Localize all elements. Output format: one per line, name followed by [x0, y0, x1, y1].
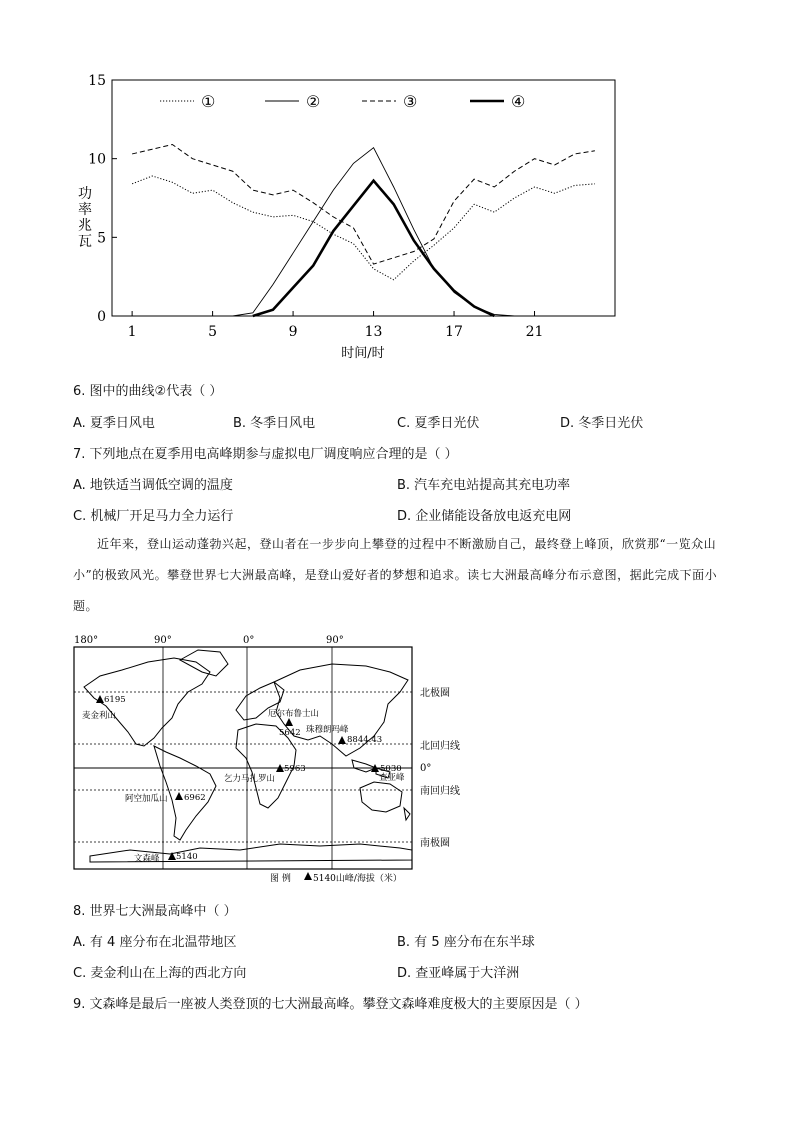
lat-label-capricorn: 南回归线 — [420, 786, 460, 797]
lon-label-180: 180° — [74, 635, 99, 646]
x-tick-label: 5 — [208, 324, 218, 340]
lat-label-arctic: 北极圈 — [420, 688, 450, 699]
q6-option-a[interactable]: A. 夏季日风电 — [73, 416, 155, 431]
svg-text:6195: 6195 — [104, 695, 126, 705]
lat-label-cancer: 北回归线 — [420, 741, 460, 752]
svg-text:查亚峰: 查亚峰 — [379, 773, 405, 783]
q6-option-b[interactable]: B. 冬季日风电 — [233, 416, 316, 431]
q7-option-d[interactable]: D. 企业储能设备放电返充电网 — [397, 509, 572, 524]
x-axis-label: 时间/时 — [341, 346, 385, 361]
svg-text:5963: 5963 — [284, 764, 306, 774]
power-line-chart — [60, 70, 640, 370]
lat-label-antarctic: 南极圈 — [420, 838, 450, 849]
x-tick-label: 9 — [288, 324, 298, 340]
series-line-3 — [132, 145, 595, 265]
svg-text:5140: 5140 — [176, 852, 198, 862]
legend-label-2: ② — [306, 92, 321, 111]
q8-option-a[interactable]: A. 有 4 座分布在北温带地区 — [73, 935, 237, 950]
svg-text:5140山峰/海拔（米）: 5140山峰/海拔（米） — [313, 874, 402, 884]
svg-text:珠穆朗玛峰: 珠穆朗玛峰 — [306, 725, 349, 735]
y-tick-label: 0 — [97, 309, 106, 325]
q9-stem: 9. 文森峰是最后一座被人类登顶的七大洲最高峰。攀登文森峰难度极大的主要原因是（ ） — [73, 997, 588, 1012]
lon-label-90w: 90° — [154, 635, 172, 646]
q6-option-d[interactable]: D. 冬季日光伏 — [560, 416, 644, 431]
q6-option-c[interactable]: C. 夏季日光伏 — [397, 416, 480, 431]
lon-label-0: 0° — [243, 635, 255, 646]
plot-frame — [112, 80, 615, 316]
map-frame — [74, 647, 412, 869]
q8-stem: 8. 世界七大洲最高峰中（ ） — [73, 904, 237, 919]
y-tick-label: 15 — [88, 73, 106, 89]
map-legend — [270, 872, 402, 884]
svg-text:阿空加瓜山: 阿空加瓜山 — [125, 794, 168, 804]
q7-option-b[interactable]: B. 汽车充电站提高其充电功率 — [397, 478, 571, 493]
q7-stem: 7. 下列地点在夏季用电高峰期参与虚拟电厂调度响应合理的是（ ） — [73, 447, 458, 462]
svg-text:6962: 6962 — [184, 793, 206, 803]
legend-label-4: ④ — [511, 92, 526, 111]
world-peaks-map — [70, 632, 465, 884]
reading-passage: 近年来，登山运动蓬勃兴起，登山者在一步步向上攀登的过程中不断激励自己，最终登上峰顶，欣赏那“一览众山小”的极致风光。攀登世界七大洲最高峰，是登山爱好者的梦想和追求。读七大洲最高峰分布示意图，据此完成下面小题。 — [73, 537, 718, 613]
svg-text:8844.43: 8844.43 — [347, 735, 383, 745]
q7-option-c[interactable]: C. 机械厂开足马力全力运行 — [73, 509, 234, 524]
legend-label-3: ③ — [403, 92, 418, 111]
x-tick-label: 13 — [364, 324, 383, 340]
q6-stem: 6. 图中的曲线②代表（ ） — [73, 384, 223, 399]
legend-label-1: ① — [201, 92, 216, 111]
x-tick-label: 21 — [525, 324, 544, 340]
series-line-2 — [233, 148, 515, 316]
peak-aconcagua — [125, 792, 206, 804]
q8-option-b[interactable]: B. 有 5 座分布在东半球 — [397, 935, 535, 950]
svg-text:厄尔布鲁士山: 厄尔布鲁士山 — [268, 709, 320, 719]
svg-text:5030: 5030 — [380, 764, 402, 774]
svg-text:乞力马扎罗山: 乞力马扎罗山 — [224, 774, 276, 784]
q8-option-d[interactable]: D. 查亚峰属于大洋洲 — [397, 966, 520, 981]
y-axis-label: 功率兆瓦 — [78, 186, 92, 250]
x-tick-label: 17 — [445, 324, 463, 340]
svg-text:图 例: 图 例 — [270, 874, 291, 884]
svg-text:麦金利山: 麦金利山 — [82, 711, 117, 721]
lon-label-90e: 90° — [326, 635, 344, 646]
lat-label-equator: 0° — [420, 763, 432, 774]
q7-option-a[interactable]: A. 地铁适当调低空调的温度 — [73, 478, 233, 493]
q8-option-c[interactable]: C. 麦金利山在上海的西北方向 — [73, 966, 247, 981]
svg-text:文森峰: 文森峰 — [134, 854, 160, 864]
y-tick-label: 10 — [88, 151, 106, 168]
x-tick-label: 1 — [127, 324, 137, 340]
y-tick-label: 5 — [97, 230, 106, 247]
svg-text:5642: 5642 — [279, 728, 301, 738]
